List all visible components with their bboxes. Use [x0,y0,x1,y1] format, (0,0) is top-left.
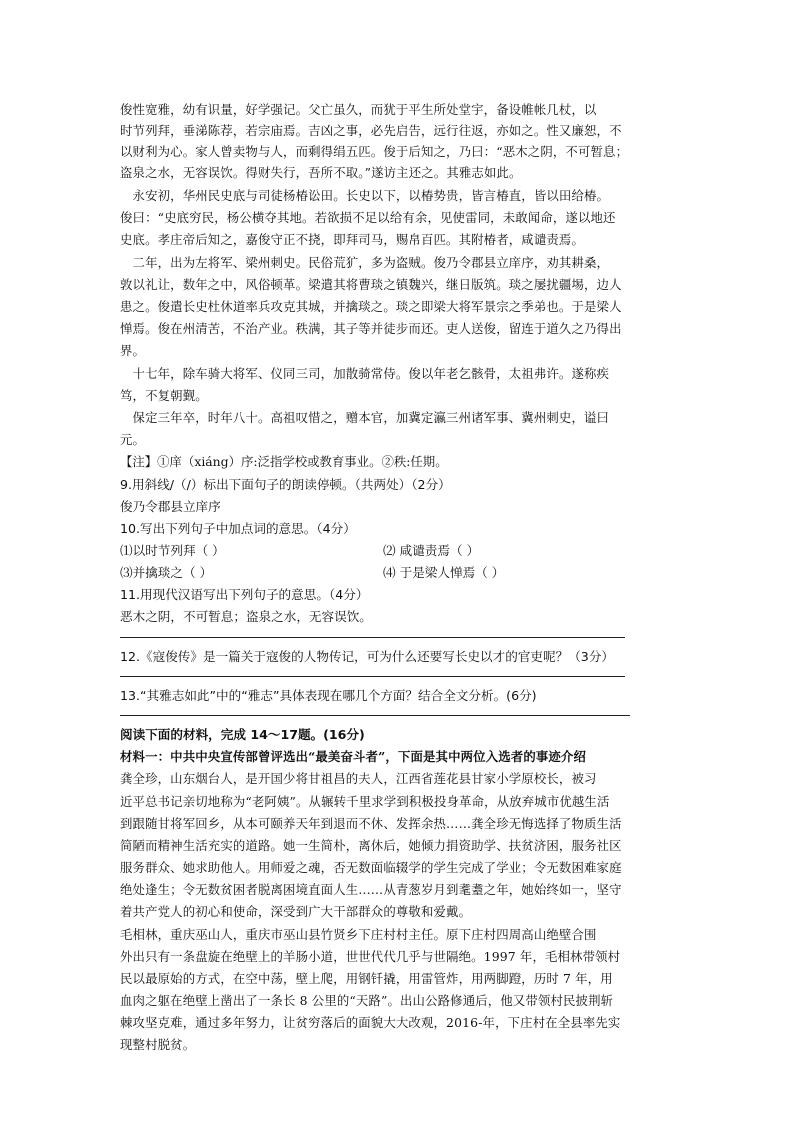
material-line: 着共产党人的初心和使命，深受到广大干部群众的尊敬和爱戴。 [120,904,472,919]
material-line: 绝处逢生；令无数贫困者脱离困境直面人生……从青葱岁月到耄耋之年，她始终如一，坚守 [120,882,622,897]
section-heading: 阅读下面的材料，完成 14～17题。(16分) [120,727,365,742]
classical-line: 时节列拜，垂涕陈荐，若宗庙焉。吉凶之事，必先启告，远行往返，亦如之。性又廉恕，不 [120,123,622,138]
material-line: 外出只有一条盘旋在绝壁上的羊肠小道，世世代代几乎与世隔绝。1997 年，毛相林带领村 [120,949,621,964]
classical-line: 元。 [120,432,146,447]
material-line: 现整村脱贫。 [120,1037,196,1052]
classical-line: 十七年，除车骑大将军、仪同三司，加散骑常侍。俊以年老乞骸骨，太祖弗许。遂称疾 [120,366,610,381]
question-12: 12.《寇俊传》是一篇关于寇俊的人物传记，可为什么还要写长史以才的官吏呢？（3分） [120,649,615,664]
classical-line: 惮焉。俊在州清苦，不治产业。秩满，其子等并徒步而还。吏人送俊，留连于道久之乃得出 [120,321,622,336]
classical-line: 俊曰：“史底穷民，杨公横夺其地。若欲损不足以给有余，见使雷同，未敢闻命，遂以地还 [120,210,616,225]
classical-line: 二年，出为左将军、梁州刺史。民俗荒犷，多为盗贼。俊乃令郡县立庠序，劝其耕桑， [120,255,610,270]
material-line: 血肉之躯在绝壁上凿出了一条长 8 公里的“天路”。出山公路修通后，他又带领村民披荆斩 [120,993,614,1008]
material-line: 棘攻坚克难，通过多年努力，让贫穷落后的面貌大大改观，2016-年，下庄村在全县率先实 [120,1015,621,1030]
material-line: 民以最原始的方式，在空中荡，壁上爬，用钢钎撬，用雷管炸，用两脚蹬，历时 7 年，用 [120,971,613,986]
classical-line: 敦以礼让，数年之中，风俗顿革。梁遣其将曹琰之镇魏兴，继日版筑。琰之屡扰疆埸，边人 [120,277,622,292]
classical-line: 以财利为心。家人曾卖物与人，而剩得绢五匹。俊于后知之，乃曰：“恶木之阴，不可暂息； [120,144,629,159]
material-line: 毛相林，重庆巫山人，重庆市巫山县竹贤乡下庄村村主任。原下庄村四周高山绝壁合围 [120,927,597,942]
question-9-sentence: 俊乃令郡县立庠序 [120,499,221,514]
answer-line[interactable] [120,715,630,716]
question-13: 13.“其雅志如此”中的“雅志”具体表现在哪几个方面？结合全文分析。(6分) [120,688,537,703]
annotation-note: 【注】①庠（xiáng）序:泛指学校或教育事业。②秩:任期。 [120,454,448,469]
material-line: 近平总书记亲切地称为“老阿姨”。从辗转千里求学到积极投身革命，从放弃城市优越生活 [120,794,610,809]
classical-line: 保定三年卒，时年八十。高祖叹惜之，赠本官，加冀定瀛三州诸军事、冀州刺史，谥曰 [120,410,610,425]
question-10-item-3: ⑶并擒琰之（ ） [120,565,213,580]
material-line: 服务群众、她求助他人。用师爱之魂，否无数面临辍学的学生完成了学业；令无数困难家庭 [120,860,622,875]
classical-line: 笃，不复朝觐。 [120,388,208,403]
question-9: 9.用斜线/（/）标出下面句子的朗读停顿。（共两处）（2分） [120,477,451,492]
material-line: 龚全珍，山东烟台人，是开国少将甘祖昌的夫人，江西省莲花县甘家小学原校长，被习 [120,771,597,786]
answer-line[interactable] [120,637,625,638]
classical-line: 俊性宽雅，幼有识量，好学强记。父亡虽久，而犹于平生所处堂宇，备设帷帐几杖，以 [120,102,597,117]
material-intro: 材料一：中共中央宣传部曾评选出“最美奋斗者”，下面是其中两位入选者的事迹介绍 [120,749,587,764]
material-line: 到跟随甘将军回乡，从本可颐养天年到退而不休、发挥余热……龚全珍无悔选择了物质生活 [120,816,622,831]
question-10-item-1: ⑴以时节列拜（ ） [120,543,225,558]
question-11-sentence: 恶木之阴，不可暂息；盗泉之水，无容误饮。 [120,609,372,624]
question-10-item-2: ⑵ 咸谴责焉（ ） [383,543,480,558]
classical-line: 永安初，华州民史底与司徒杨椿讼田。长史以下，以椿势贵，皆言椿直，皆以田给椿。 [120,188,610,203]
classical-line: 史底。孝庄帝后知之，嘉俊守正不挠，即拜司马，赐帛百匹。其附椿者，咸谴责焉。 [120,232,585,247]
answer-line[interactable] [120,676,625,677]
question-10: 10.写出下列句子中加点词的意思。（4分） [120,521,356,536]
classical-line: 界。 [120,343,146,358]
classical-line: 患之。俊遣长史杜休道率兵攻克其城，并擒琰之。琰之即梁大将军景宗之季弟也。于是梁人 [120,299,622,314]
material-line: 简陋而精神生活充实的道路。她一生简朴，离休后，她倾力捐资助学、扶贫济困，服务社区 [120,838,622,853]
question-10-item-4: ⑷ 于是梁人惮焉（ ） [383,565,505,580]
question-11: 11.用现代汉语写出下列句子的意思。（4分） [120,587,369,602]
classical-line: 盗泉之水，无容误饮。得财失行，吾所不取。”遂访主还之。其雅志如此。 [120,165,522,180]
